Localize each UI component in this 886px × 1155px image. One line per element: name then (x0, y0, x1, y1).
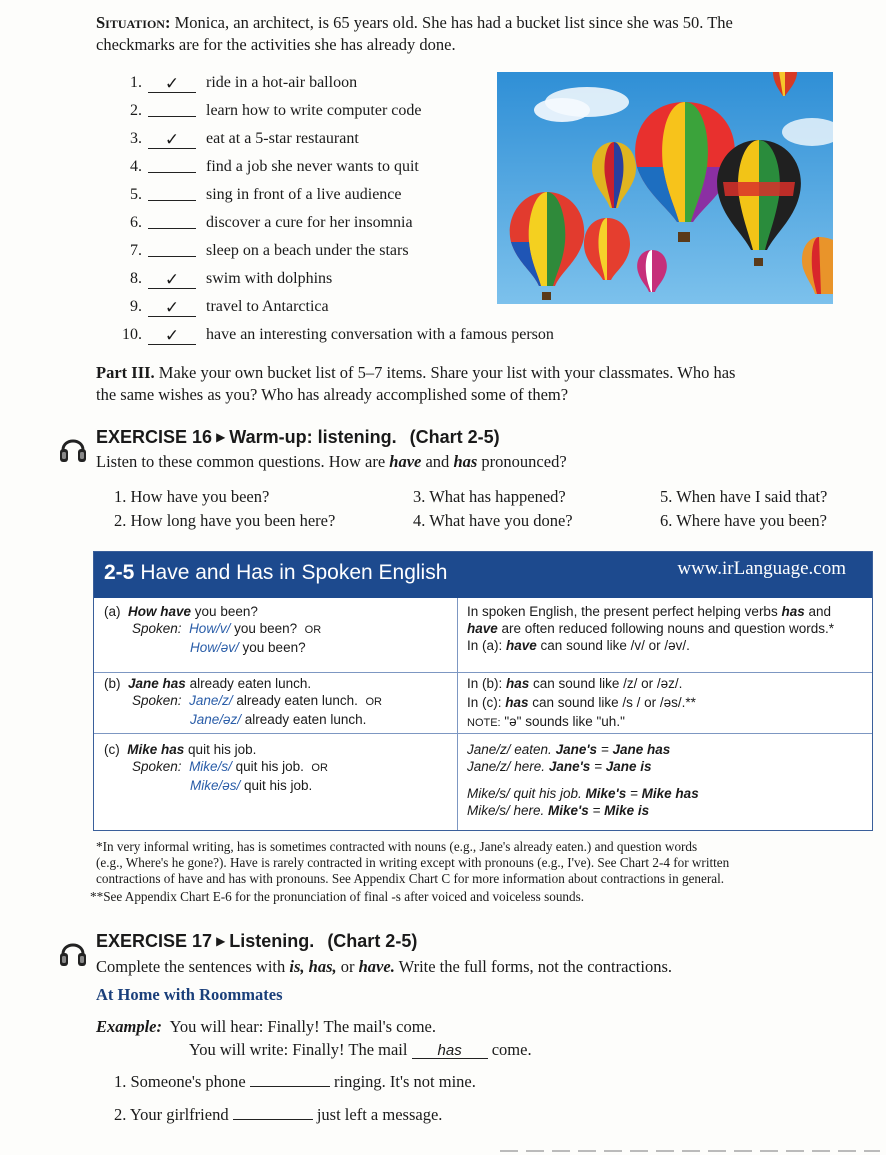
spoken-form: How/əv/ (190, 640, 239, 655)
row-divider (94, 733, 872, 734)
spoken-form: Mike/s/ (189, 759, 232, 774)
instr-text: Complete the sentences with (96, 957, 290, 976)
checkmark-blank (148, 100, 196, 117)
exercise-item (114, 1071, 476, 1093)
list-item-number: 6. (130, 214, 142, 231)
spoken-form: Jane/z/ (189, 693, 233, 708)
part-three-line-1: Make your own bucket list of 5–7 items. Share your list with your classmates. Who has (158, 363, 736, 382)
list-item (115, 155, 419, 179)
explanation-bold: Jane has (612, 742, 671, 757)
question-item: 3. What has happened? (413, 487, 566, 506)
headphones-icon (58, 430, 88, 471)
hot-air-balloons-photo (497, 72, 833, 304)
chart-explanation (467, 675, 867, 732)
explanation-text: "ə" sounds like "uh." (500, 714, 625, 729)
question-item: 6. Where have you been? (660, 511, 827, 530)
item-text: ringing. It's not mine. (334, 1072, 476, 1091)
list-item (115, 183, 402, 207)
exercise-17-heading (96, 931, 417, 952)
chart-number: 2-5 (104, 561, 135, 584)
example-text: you been? (230, 621, 298, 636)
list-item (115, 267, 332, 291)
explanation-bold: Mike has (641, 786, 699, 801)
instr-word-has: has (453, 452, 478, 471)
item-text: 2. Your girlfriend (114, 1105, 229, 1124)
exercise-16-title: EXERCISE 16 (96, 427, 213, 447)
list-item-text: discover a cure for her insomnia (206, 214, 413, 231)
instr-text: Listen to these common questions. How are (96, 452, 390, 471)
instr-text: pronounced? (477, 452, 567, 471)
list-item-number: 7. (130, 242, 142, 259)
example-text: quit his job. (231, 759, 304, 774)
example-text: you been? (238, 640, 306, 655)
grammar-chart (93, 551, 873, 831)
part-three-line-2: the same wishes as you? Who has already accomplished some of them? (96, 385, 569, 404)
example-label: (a) (104, 604, 121, 619)
explanation-bold: Jane is (605, 759, 652, 774)
chart-example-c (104, 741, 449, 794)
example-bold: Mike has (127, 742, 185, 757)
instr-word-have: have. (358, 957, 395, 976)
list-item-number: 8. (130, 270, 142, 287)
explanation-text: = (590, 759, 606, 774)
list-item-number: 2. (130, 102, 142, 119)
spoken-label: Spoken: (132, 693, 182, 708)
instr-text: and (421, 452, 454, 471)
section-heading: At Home with Roommates (96, 985, 283, 1004)
situation-label: Situation: (96, 13, 171, 32)
list-item (115, 211, 413, 235)
exercise-17-instructions (96, 956, 672, 978)
explanation-bold: has (781, 604, 805, 619)
spoken-form: Jane/əz/ (190, 712, 242, 727)
spoken-form: Mike/əs/ (190, 778, 241, 793)
explanation-text: Mike/s/ quit his job. (467, 786, 586, 801)
list-item-number: 5. (130, 186, 142, 203)
list-item-text: swim with dolphins (206, 270, 333, 287)
or-label: OR (311, 762, 328, 774)
column-divider (457, 598, 458, 830)
instr-text: or (336, 957, 359, 976)
list-item-text: find a job she never wants to quit (206, 158, 419, 175)
checkmark-blank (148, 212, 196, 229)
chart-explanation (467, 603, 867, 654)
triangle-arrow-icon: ▶ (216, 934, 226, 948)
checkmark-blank: ✓ (148, 272, 196, 289)
example-text: quit his job. (240, 778, 313, 793)
list-item-number: 10. (122, 326, 142, 343)
example-text: already eaten lunch. (232, 693, 358, 708)
explanation-text: Mike/s/ here. (467, 803, 549, 818)
example-label: (c) (104, 742, 120, 757)
spoken-label: Spoken: (132, 621, 182, 636)
exercise-17-subtitle: Listening. (229, 931, 315, 951)
chart-title (104, 561, 447, 585)
instr-word-have: have (389, 452, 422, 471)
explanation-bold: Mike's (585, 786, 627, 801)
explanation-bold: have (467, 621, 498, 636)
example-answer-blank: has (412, 1043, 488, 1059)
explanation-text: = (626, 786, 642, 801)
exercise-16-chart-ref: (Chart 2-5) (409, 427, 500, 447)
item-text: just left a message. (316, 1105, 443, 1124)
footnote-1 (96, 839, 871, 887)
example-write-text: come. (491, 1040, 532, 1059)
explanation-bold: Mike's (548, 803, 589, 818)
example-text: you been? (191, 604, 258, 619)
page-edge-dashes (500, 1150, 880, 1152)
chart-example-b (104, 675, 449, 728)
explanation-bold: has (505, 695, 529, 710)
list-item-text: sing in front of a live audience (206, 186, 402, 203)
triangle-arrow-icon: ▶ (216, 430, 226, 444)
chart-header (94, 552, 872, 598)
exercise-item (114, 1104, 442, 1126)
chart-title-text: Have and Has in Spoken English (140, 561, 448, 584)
list-item-text: eat at a 5-star restaurant (206, 130, 359, 147)
exercise-16-instructions (96, 451, 567, 473)
exercise-16-subtitle: Warm-up: listening. (229, 427, 397, 447)
situation-line-1: Monica, an architect, is 65 years old. She has had a bucket list since she was 50. The (174, 13, 733, 32)
list-item (115, 239, 409, 263)
explanation-text: can sound like /v/ or /əv/. (536, 638, 690, 653)
headphones-icon (58, 934, 88, 975)
answer-blank[interactable] (250, 1071, 330, 1087)
chart-contraction-examples (467, 741, 867, 819)
example-bold: Jane has (128, 676, 186, 691)
example-text: already eaten lunch. (241, 712, 367, 727)
explanation-bold: have (506, 638, 537, 653)
note-label: NOTE: (467, 717, 501, 729)
example-label: (b) (104, 676, 121, 691)
exercise-17-chart-ref: (Chart 2-5) (327, 931, 418, 951)
footnote-line: *In very informal writing, has is sometimes contracted with nouns (e.g., Jane's already eaten.) and question words (96, 839, 698, 854)
footnote-line: (e.g., Where's he gone?). Have is rarely contracted in writing except with pronouns (e.g., I've). See Chart 2-4 for written (96, 855, 730, 870)
or-label: OR (365, 696, 382, 708)
checkmark-blank: ✓ (148, 132, 196, 149)
explanation-text: Jane/z/ eaten. (467, 742, 556, 757)
explanation-text: In spoken English, the present perfect helping verbs (467, 604, 782, 619)
spoken-label: Spoken: (132, 759, 182, 774)
footnote-2: **See Appendix Chart E-6 for the pronunciation of final -s after voiced and voiceless sounds. (90, 889, 585, 904)
list-item (115, 127, 359, 151)
or-label: OR (304, 624, 322, 636)
question-item: 1. How have you been? (114, 487, 270, 506)
list-item-number: 9. (130, 298, 142, 315)
explanation-text: and (804, 604, 831, 619)
item-text: 1. Someone's phone (114, 1072, 246, 1091)
explanation-text: In (a): (467, 638, 507, 653)
list-item (115, 323, 554, 347)
footnote-line: contractions of have and has with pronouns. See Appendix Chart C for more information about contractions in general. (96, 871, 725, 886)
part-three-paragraph (96, 362, 871, 406)
example-label: Example: (96, 1017, 162, 1036)
list-item-text: ride in a hot-air balloon (206, 74, 358, 91)
list-item-number: 1. (130, 74, 142, 91)
instr-word-has: has, (308, 957, 337, 976)
example-bold: How have (128, 604, 192, 619)
explanation-bold: has (506, 676, 530, 691)
chart-url: www.irLanguage.com (677, 558, 846, 579)
list-item-text: have an interesting conversation with a famous person (206, 326, 554, 343)
instr-word-is: is, (289, 957, 305, 976)
checkmark-blank (148, 184, 196, 201)
checkmark-blank: ✓ (148, 300, 196, 317)
explanation-text: = (597, 742, 613, 757)
checkmark-blank (148, 240, 196, 257)
list-item-text: learn how to write computer code (206, 102, 422, 119)
checkmark-blank: ✓ (148, 328, 196, 345)
explanation-text: Jane/z/ here. (467, 759, 549, 774)
example-hear: You will hear: Finally! The mail's come. (169, 1017, 436, 1036)
answer-blank[interactable] (233, 1104, 313, 1120)
row-divider (94, 672, 872, 673)
question-item: 4. What have you done? (413, 511, 573, 530)
situation-line-2: checkmarks are for the activities she has already done. (96, 35, 456, 54)
explanation-text: can sound like /z/ or /əz/. (529, 676, 683, 691)
example-block (96, 1016, 436, 1038)
example-text: quit his job. (184, 742, 257, 757)
explanation-text: can sound like /s / or /əs/.** (528, 695, 696, 710)
list-item (115, 295, 329, 319)
list-item-number: 3. (130, 130, 142, 147)
question-item: 5. When have I said that? (660, 487, 828, 506)
explanation-bold: Jane's (555, 742, 598, 757)
question-item: 2. How long have you been here? (114, 511, 336, 530)
list-item-number: 4. (130, 158, 142, 175)
spoken-form: How/v/ (189, 621, 231, 636)
list-item-text: travel to Antarctica (206, 298, 329, 315)
explanation-text: are often reduced following nouns and question words.* (497, 621, 835, 636)
example-write-text: You will write: Finally! The mail (189, 1040, 408, 1059)
example-text: already eaten lunch. (185, 676, 312, 691)
explanation-text: = (588, 803, 605, 818)
chart-example-a (104, 603, 449, 656)
situation-paragraph (96, 12, 866, 56)
exercise-17-title: EXERCISE 17 (96, 931, 213, 951)
explanation-text: In (c): (467, 695, 506, 710)
part-three-label: Part III. (96, 363, 155, 382)
list-item (115, 71, 357, 95)
explanation-bold: Jane's (548, 759, 591, 774)
exercise-16-heading (96, 427, 500, 448)
checkmark-blank: ✓ (148, 76, 196, 93)
checkmark-blank (148, 156, 196, 173)
list-item (115, 99, 421, 123)
explanation-text: In (b): (467, 676, 507, 691)
instr-text: Write the full forms, not the contractions. (394, 957, 673, 976)
list-item-text: sleep on a beach under the stars (206, 242, 409, 259)
explanation-bold: Mike is (604, 803, 650, 818)
example-write-line (189, 1039, 532, 1061)
